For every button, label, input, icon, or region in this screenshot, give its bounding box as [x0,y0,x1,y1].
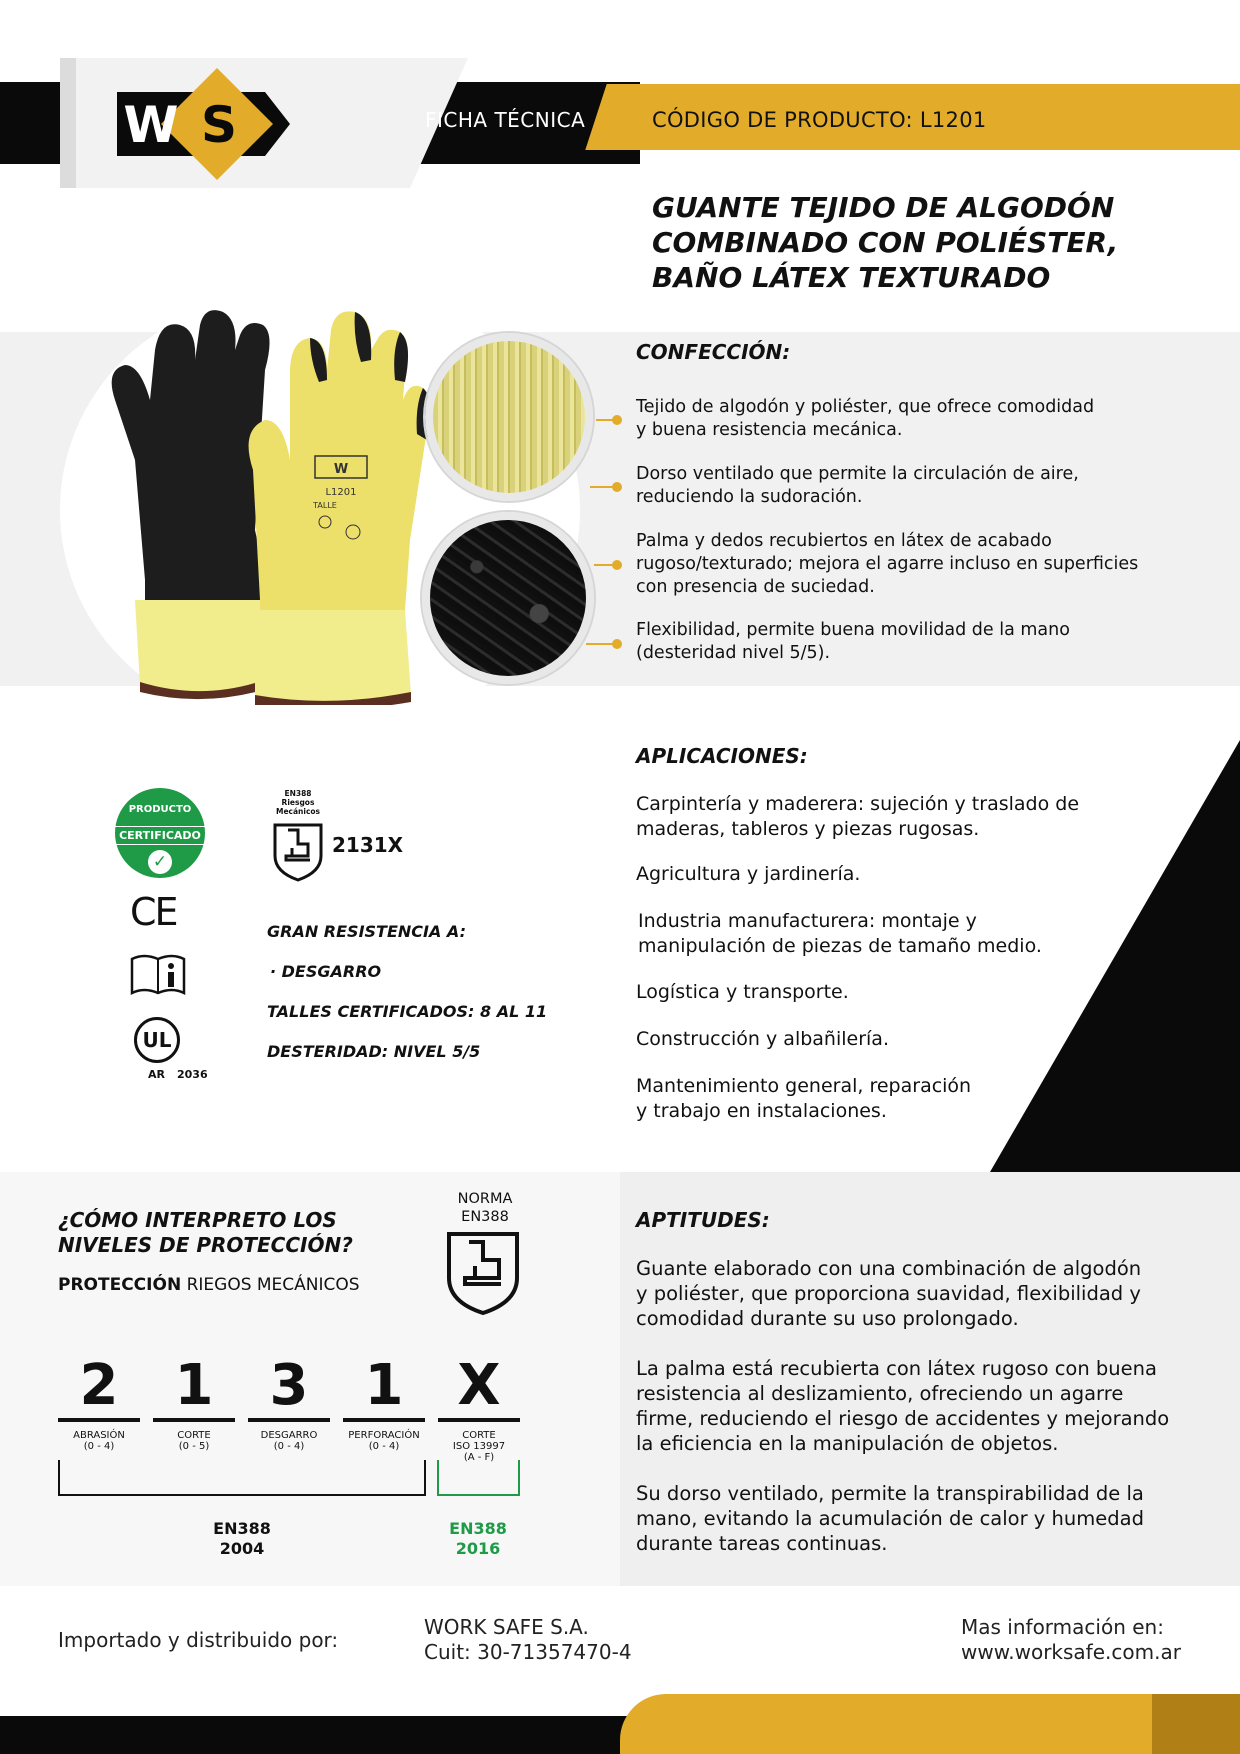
aptitudes-paragraph: La palma está recubierta con látex rugoso con buena resistencia al deslizamiento, ofreciendo un agarre firme, reduciendo el riesgo de accidentes y mejorando la eficiencia en la manipulación de objetos. [636,1357,1170,1455]
en388-shield-icon [445,1230,521,1316]
desteridad-level: DESTERIDAD: NIVEL 5/5 [267,1042,481,1061]
ficha-tecnica-label: FICHA TÉCNICA [425,108,586,132]
instructions-book-icon [130,953,186,997]
resistance-item: · DESGARRO [270,962,382,981]
logo-letter-s: S [200,96,238,154]
aplicacion-item: Logística y transporte. [636,981,849,1003]
niveles-question: ¿CÓMO INTERPRETO LOS NIVELES DE PROTECCIÓN? [58,1208,353,1257]
confeccion-title: CONFECCIÓN: [636,340,791,364]
aplicacion-item: Agricultura y jardinería. [636,863,861,885]
aplicacion-item: Mantenimiento general, reparación y trabajo en instalaciones. [636,1075,972,1122]
en388-shield-icon [272,822,324,882]
confeccion-item: Tejido de algodón y poliéster, que ofrece comodidad y buena resistencia mecánica. [636,397,1095,440]
product-title [652,190,1212,295]
aplicacion-item: Construcción y albañilería. [636,1028,889,1050]
level-corte: 1 CORTE (0 - 5) [153,1356,235,1452]
en388-mini-score: 2131X [332,833,404,857]
ul-code: AR 2036 [148,1068,208,1081]
certified-product-badge: PRODUCTO CERTIFICADO ✓ [115,788,205,878]
check-icon: ✓ [148,850,172,874]
bullet-dot [612,415,622,425]
level-desgarro: 3 DESGARRO (0 - 4) [248,1356,330,1452]
confeccion-item: Flexibilidad, permite buena movilidad de la mano (desteridad nivel 5/5). [636,620,1070,663]
codigo-producto-label: CÓDIGO DE PRODUCTO: L1201 [652,108,987,132]
footer-brown-block [1152,1694,1240,1754]
footer-yellow-band [620,1694,1240,1754]
glove-logo-marking: W [333,462,349,477]
product-title-line: COMBINADO CON POLIÉSTER, [652,226,1119,259]
norma-en388-label: NORMA EN388 [457,1191,513,1225]
worksafe-logo [115,66,315,182]
confeccion-item: Palma y dedos recubiertos en látex de acabado rugoso/texturado; mejora el agarre incluso en superficies con presencia de suciedad. [636,531,1139,597]
empresa-info: WORK SAFE S.A. Cuit: 30-71357470-4 [424,1615,632,1664]
glove-code-marking: L1201 [325,487,357,498]
bullet-dot [612,639,622,649]
level-abrasion: 2 ABRASIÓN (0 - 4) [58,1356,140,1452]
level-perforacion: 1 PERFORACIÓN (0 - 4) [343,1356,425,1452]
aptitudes-paragraph: Guante elaborado con una combinación de algodón y poliéster, que proporciona suavidad, flexibilidad y comodidad durante su uso prolongado. [636,1257,1142,1330]
glove-talle-marking: TALLE [313,501,337,510]
logo-letter-w: W [123,96,179,154]
level-corte-iso: X CORTE ISO 13997 (A - F) [438,1356,520,1463]
aptitudes-paragraph: Su dorso ventilado, permite la transpirabilidad de la mano, evitando la acumulación de calor y humedad durante tareas continuas. [636,1482,1144,1555]
website-link[interactable]: www.worksafe.com.ar [961,1640,1181,1664]
ul-mark-icon: UL [134,1017,180,1063]
en388-2016-label: EN388 2016 [449,1519,507,1558]
logo-panel-edge [60,58,76,188]
footer-black-band [0,1716,700,1754]
aplicacion-item: Carpintería y maderera: sujeción y traslado de maderas, tableros y piezas rugosas. [636,793,1080,840]
talles-certificados: TALLES CERTIFICADOS: 8 AL 11 [267,1002,548,1021]
bracket-en388-2004 [58,1460,426,1496]
resistance-heading: GRAN RESISTENCIA A: [267,922,467,941]
product-title-line: BAÑO LÁTEX TEXTURADO [652,261,1051,294]
product-title-line: GUANTE TEJIDO DE ALGODÓN [652,191,1115,224]
knit-fabric-swatch [425,333,593,501]
en388-mini-label: EN388 Riesgos Mecánicos [275,789,321,816]
latex-texture-swatch [422,512,594,684]
importado-label: Importado y distribuido por: [58,1628,339,1652]
bullet-dot [612,560,622,570]
aplicacion-item: Industria manufacturera: montaje y manipulación de piezas de tamaño medio. [638,910,1042,957]
aptitudes-title: APTITUDES: [636,1208,770,1232]
glove-product-image [105,310,435,705]
en388-2004-label: EN388 2004 [213,1519,271,1558]
mas-informacion: Mas información en: www.worksafe.com.ar [961,1615,1181,1664]
proteccion-subtitle: PROTECCIÓN RIEGOS MECÁNICOS [58,1275,360,1295]
confeccion-item: Dorso ventilado que permite la circulación de aire, reduciendo la sudoración. [636,464,1079,507]
ce-mark-icon: CE [130,890,177,934]
bracket-en388-2016 [437,1460,520,1496]
bullet-dot [612,482,622,492]
aplicaciones-title: APLICACIONES: [636,744,808,768]
